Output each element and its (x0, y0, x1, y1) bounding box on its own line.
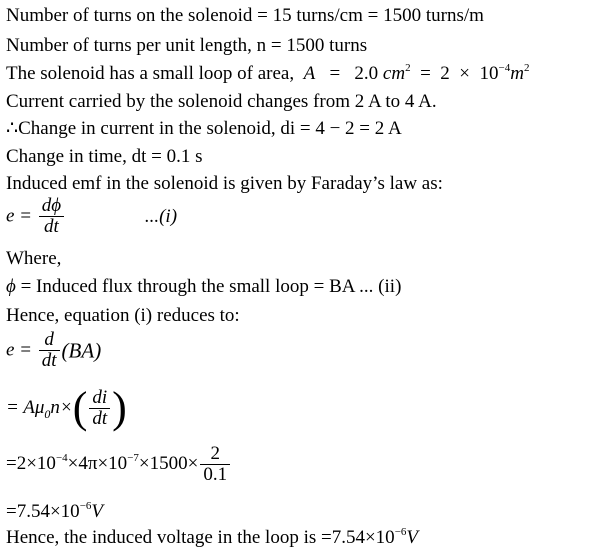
eq4-denominator: 0.1 (203, 464, 228, 485)
equals-sign-2: = (420, 63, 431, 84)
right-paren: ) (112, 383, 127, 432)
eq2-rhs: (BA) (61, 338, 102, 363)
conclusion-unit: V (406, 527, 419, 548)
flux-definition-text: = Induced flux through the small loop = BA ... (ii) (15, 276, 402, 297)
area-symbol: A (303, 63, 316, 84)
equation-result (6, 500, 103, 526)
eq1-denominator: dt (44, 216, 59, 237)
eq1-fraction (39, 196, 64, 237)
turns-on-solenoid-line: Number of turns on the solenoid = 15 turns/cm = 1500 turns/m (6, 5, 484, 26)
eq1-lhs: e = (6, 205, 33, 227)
dt-line: Change in time, dt = 0.1 s (6, 146, 203, 167)
loop-area-text: The solenoid has a small loop of area, (6, 63, 295, 84)
eq3-fraction (89, 388, 110, 429)
eq4-fraction (200, 444, 230, 485)
equation-numeric (6, 444, 232, 496)
current-change-line: Current carried by the solenoid changes from 2 A to 4 A. (6, 91, 437, 112)
area-value: 2.0 (354, 63, 379, 84)
eq4-part-a (6, 453, 198, 474)
conclusion-exponent: −6 (394, 526, 407, 538)
eq4-a: =2×10 (6, 452, 56, 474)
eq4-b-exponent: −7 (127, 451, 139, 464)
turns-per-length-line: Number of turns per unit length, n = 1500 turns (6, 35, 368, 56)
area-coefficient: 2 (440, 63, 450, 84)
equals-sign: = (329, 63, 341, 84)
eq5-unit: V (91, 501, 104, 522)
left-paren: ( (72, 383, 88, 432)
reduces-line: Hence, equation (i) reduces to: (6, 305, 240, 326)
eq1-tag: ...(i) (144, 205, 178, 227)
area-unit: cm (382, 63, 406, 84)
area-unit-exponent: 2 (405, 62, 411, 74)
meter-unit: m (510, 63, 524, 84)
eq4-numerator: 2 (210, 443, 220, 464)
eq4-a-exponent: −4 (55, 451, 68, 464)
eq1-numerator: dϕ (41, 195, 62, 216)
eq4-c: ×1500× (138, 452, 199, 474)
equation-e-ba (6, 330, 101, 380)
di-line: ∴Change in current in the solenoid, di = 4 − 2 = 2 A (6, 118, 402, 139)
eq5-exponent: −6 (79, 500, 92, 512)
eq3-mid: n× (50, 396, 73, 418)
where-line: Where, (6, 248, 62, 269)
conclusion-text: Hence, the induced voltage in the loop is (6, 527, 317, 548)
eq4-b: ×4π×10 (67, 452, 128, 474)
ten-base: 10 (479, 63, 499, 84)
equation-a-mu-n (6, 383, 127, 438)
equation-i (6, 196, 177, 244)
eq3-denominator: dt (92, 407, 108, 429)
eq2-numerator: d (44, 329, 54, 350)
times-sign: × (459, 63, 471, 84)
eq2-lhs: e = (6, 339, 33, 361)
mu-subscript: 0 (44, 406, 51, 421)
eq2-fraction (39, 330, 60, 371)
phi-symbol: ϕ (6, 276, 16, 297)
conclusion-line (6, 526, 418, 552)
eq2-denominator: dt (41, 350, 57, 371)
eq3-numerator: di (92, 386, 108, 408)
ten-exponent: −4 (498, 62, 511, 74)
flux-definition-line (6, 275, 401, 299)
meter-exponent: 2 (523, 62, 530, 74)
conclusion-value: =7.54×10 (316, 527, 395, 548)
eq3-lhs (6, 396, 73, 421)
eq5-value: =7.54×10 (6, 501, 80, 522)
faraday-law-line: Induced emf in the solenoid is given by Faraday’s law as: (6, 173, 443, 194)
eq3-lhs-text: = Aμ (6, 396, 45, 418)
loop-area-line (6, 62, 529, 88)
